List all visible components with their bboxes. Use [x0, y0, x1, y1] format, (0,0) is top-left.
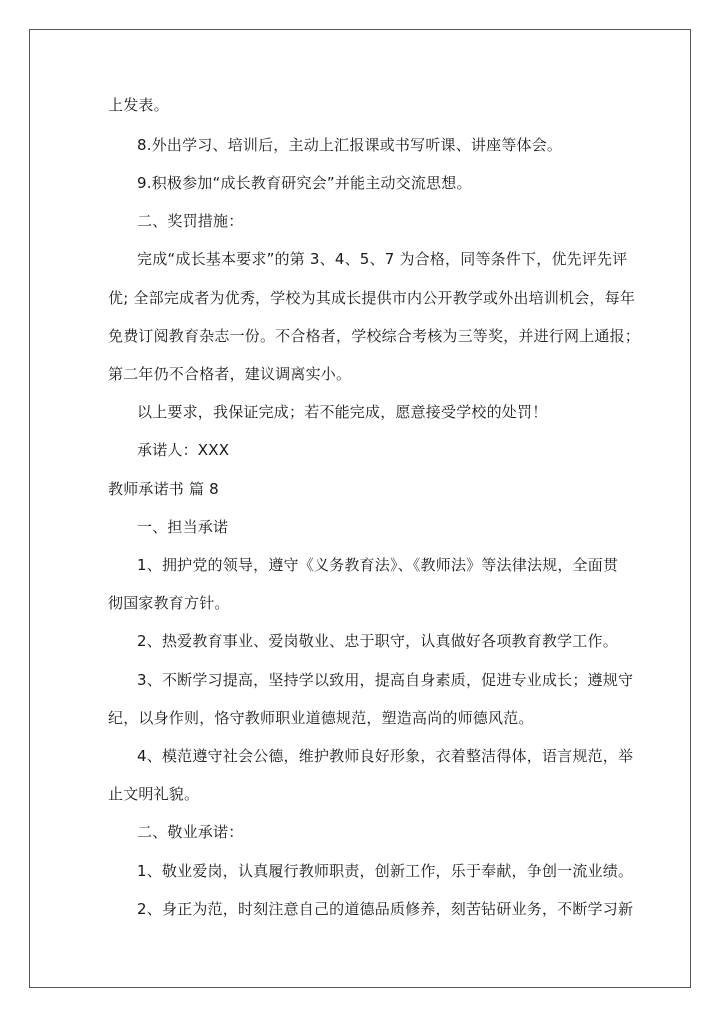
- section-heading: 一、担当承诺: [137, 518, 229, 536]
- text-line: 第二年仍不合格者，建议调离实小。: [108, 365, 352, 383]
- text-line: 完成“成长基本要求”的第 3、4、5、7 为合格，同等条件下，优先评先评: [137, 250, 628, 268]
- text-line: 上发表。: [108, 96, 169, 114]
- text-line: 纪，以身作则，恪守教师职业道德规范，塑造高尚的师德风范。: [108, 709, 534, 727]
- signature-line: 承诺人：XXX: [137, 441, 230, 459]
- document-title: 教师承诺书 篇 8: [108, 480, 219, 498]
- section-heading: 二、奖罚措施：: [137, 212, 244, 230]
- section-heading: 二、敬业承诺：: [137, 823, 244, 841]
- text-line: 1、敬业爱岗，认真履行教师职责，创新工作，乐于奉献，争创一流业绩。: [137, 862, 634, 880]
- text-line: 4、模范遵守社会公德，维护教师良好形象，衣着整洁得体，语言规范，举: [137, 747, 634, 765]
- text-line: 1、拥护党的领导，遵守《义务教育法》、《教师法》等法律法规，全面贯: [137, 556, 619, 574]
- text-line: 2、身正为范，时刻注意自己的道德品质修养，刻苦钻研业务，不断学习新: [137, 900, 634, 918]
- text-line: 免费订阅教育杂志一份。不合格者，学校综合考核为三等奖，并进行网上通报；: [108, 327, 641, 345]
- text-line: 止文明礼貌。: [108, 785, 200, 803]
- text-line: 8.外出学习、培训后，主动上汇报课或书写听课、讲座等体会。: [137, 136, 563, 154]
- text-line: 3、不断学习提高，坚持学以致用，提高自身素质，促进专业成长；遵规守: [137, 671, 634, 689]
- text-line: 9.积极参加“成长教育研究会”并能主动交流思想。: [137, 174, 472, 192]
- text-line: 以上要求，我保证完成；若不能完成，愿意接受学校的处罚！: [137, 403, 548, 421]
- text-line: 彻国家教育方针。: [108, 594, 230, 612]
- text-line: 2、热爱教育事业、爱岗敬业、忠于职守，认真做好各项教育教学工作。: [137, 632, 618, 650]
- text-line: 优; 全部完成者为优秀，学校为其成长提供市内公开教学或外出培训机会，每年: [108, 289, 636, 307]
